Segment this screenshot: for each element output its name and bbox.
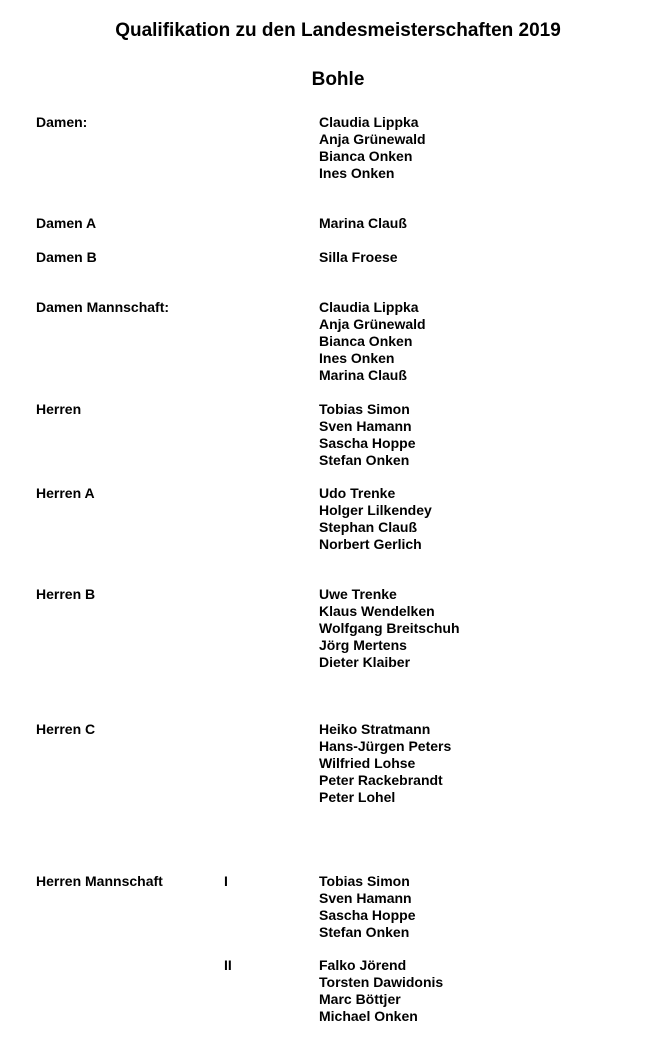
list-item: Jörg Mertens [319,637,407,653]
list-item: Klaus Wendelken [319,603,435,619]
list-item: Hans-Jürgen Peters [319,738,452,754]
category-label: Damen B [36,249,97,265]
list-item: Ines Onken [319,350,395,366]
category-label: Damen: [36,114,88,130]
list-item: Michael Onken [319,1008,418,1024]
list-item: Sascha Hoppe [319,435,416,451]
list-item: Norbert Gerlich [319,536,422,552]
category-label: Herren A [36,485,95,501]
list-item: Anja Grünewald [319,316,426,332]
list-item: Sven Hamann [319,418,412,434]
list-item: Tobias Simon [319,401,410,417]
list-item: Falko Jörend [319,957,407,973]
list-item: Holger Lilkendey [319,502,432,518]
name-list [319,114,426,182]
category-label: Herren C [36,721,96,737]
list-item: Bianca Onken [319,148,413,164]
list-item: Stefan Onken [319,452,410,468]
name-list [319,721,451,806]
name-list [319,873,415,941]
list-item: Udo Trenke [319,485,396,501]
list-item: Anja Grünewald [319,131,426,147]
page-subtitle: Bohle [311,69,365,90]
list-item: Stephan Clauß [319,519,418,535]
category-label: Damen Mannschaft: [36,299,170,315]
list-item: Sven Hamann [319,890,412,906]
list-item: Sascha Hoppe [319,907,416,923]
list-item: Peter Rackebrandt [319,772,443,788]
name-list [319,401,415,469]
category-label: Herren Mannschaft [36,873,163,889]
list-item: Bianca Onken [319,333,413,349]
name-list [319,249,398,266]
name-list [319,485,432,553]
list-item: Silla Froese [319,249,398,265]
category-label: Damen A [36,215,97,231]
list-item: Dieter Klaiber [319,654,411,670]
name-list [319,299,426,384]
list-item: Marina Clauß [319,215,407,231]
name-list [319,215,407,232]
page-title: Qualifikation zu den Landesmeisterschaften 2019 [115,20,561,41]
list-item: Wolfgang Breitschuh [319,620,460,636]
category-label: Herren B [36,586,96,602]
name-list [319,957,443,1025]
list-item: Stefan Onken [319,924,410,940]
list-item: Torsten Dawidonis [319,974,444,990]
list-item: Heiko Stratmann [319,721,431,737]
name-list [319,586,460,671]
category-label: Herren [36,401,82,417]
list-item: Ines Onken [319,165,395,181]
list-item: Uwe Trenke [319,586,397,602]
team-number: II [224,957,232,973]
list-item: Tobias Simon [319,873,410,889]
team-number: I [224,873,228,889]
list-item: Claudia Lippka [319,114,419,130]
list-item: Claudia Lippka [319,299,419,315]
list-item: Peter Lohel [319,789,396,805]
list-item: Marina Clauß [319,367,407,383]
list-item: Marc Böttjer [319,991,401,1007]
list-item: Wilfried Lohse [319,755,416,771]
